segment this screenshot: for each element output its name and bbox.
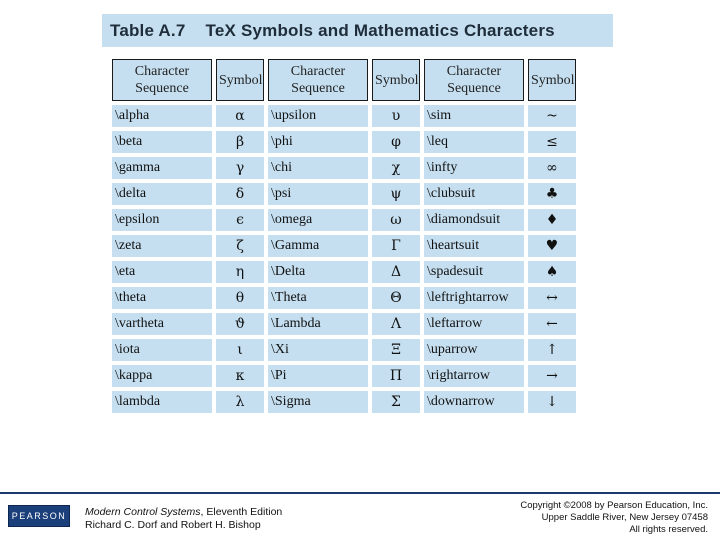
character-sequence-cell: \upsilon [268, 105, 368, 127]
symbol-cell: ϑ [216, 313, 264, 335]
symbol-cell: ϵ [216, 209, 264, 231]
character-sequence-cell: \leftarrow [424, 313, 524, 335]
table-row [112, 183, 576, 205]
symbol-cell: ζ [216, 235, 264, 257]
character-sequence-cell: \lambda [112, 391, 212, 413]
character-sequence-cell: \epsilon [112, 209, 212, 231]
character-sequence-cell: \delta [112, 183, 212, 205]
book-citation [85, 506, 282, 532]
table-row [112, 131, 576, 153]
header-symbol: Symbol [216, 59, 264, 101]
character-sequence-cell: \chi [268, 157, 368, 179]
header-symbol: Symbol [528, 59, 576, 101]
character-sequence-cell: \rightarrow [424, 365, 524, 387]
copyright-notice [520, 500, 708, 536]
symbol-cell: λ [216, 391, 264, 413]
symbol-cell: Γ [372, 235, 420, 257]
book-authors: Richard C. Dorf and Robert H. Bishop [85, 519, 261, 531]
table-row [112, 261, 576, 283]
character-sequence-cell: \diamondsuit [424, 209, 524, 231]
book-edition: , Eleventh Edition [200, 506, 283, 518]
book-title: Modern Control Systems [85, 506, 201, 518]
character-sequence-cell: \Sigma [268, 391, 368, 413]
character-sequence-cell: \zeta [112, 235, 212, 257]
footer-divider [0, 492, 720, 494]
header-character-sequence: Character Sequence [112, 59, 212, 101]
header-character-sequence: Character Sequence [268, 59, 368, 101]
symbol-cell: γ [216, 157, 264, 179]
symbol-cell: ∞ [528, 157, 576, 179]
symbol-cell: ≤ [528, 131, 576, 153]
character-sequence-cell: \iota [112, 339, 212, 361]
table-row [112, 339, 576, 361]
table-row [112, 157, 576, 179]
character-sequence-cell: \vartheta [112, 313, 212, 335]
character-sequence-cell: \uparrow [424, 339, 524, 361]
symbol-cell: ψ [372, 183, 420, 205]
pearson-logo [8, 505, 70, 527]
symbol-cell: χ [372, 157, 420, 179]
character-sequence-cell: \leftrightarrow [424, 287, 524, 309]
symbol-cell: δ [216, 183, 264, 205]
symbol-cell: ← [528, 313, 576, 335]
symbol-cell: ↑ [528, 339, 576, 361]
table-row [112, 235, 576, 257]
symbol-cell: φ [372, 131, 420, 153]
symbol-cell: η [216, 261, 264, 283]
pearson-logo-text: PEARSON [11, 511, 67, 521]
symbol-cell: Π [372, 365, 420, 387]
character-sequence-cell: \eta [112, 261, 212, 283]
symbol-cell: ↓ [528, 391, 576, 413]
character-sequence-cell: \Xi [268, 339, 368, 361]
symbol-cell: Θ [372, 287, 420, 309]
header-character-sequence: Character Sequence [424, 59, 524, 101]
symbol-cell: Σ [372, 391, 420, 413]
table-row [112, 391, 576, 413]
symbol-cell: ♠ [528, 261, 576, 283]
table-row [112, 313, 576, 335]
symbol-cell: → [528, 365, 576, 387]
symbol-cell: β [216, 131, 264, 153]
symbol-cell: ~ [528, 105, 576, 127]
symbol-cell: κ [216, 365, 264, 387]
character-sequence-cell: \psi [268, 183, 368, 205]
symbol-cell: α [216, 105, 264, 127]
table-row [112, 105, 576, 127]
character-sequence-cell: \Lambda [268, 313, 368, 335]
character-sequence-cell: \Theta [268, 287, 368, 309]
character-sequence-cell: \phi [268, 131, 368, 153]
character-sequence-cell: \Delta [268, 261, 368, 283]
table-body [112, 105, 576, 413]
table-row [112, 287, 576, 309]
tex-symbols-table [108, 55, 580, 417]
character-sequence-cell: \heartsuit [424, 235, 524, 257]
symbol-cell: υ [372, 105, 420, 127]
symbol-cell: ↔ [528, 287, 576, 309]
symbol-cell: ♦ [528, 209, 576, 231]
character-sequence-cell: \downarrow [424, 391, 524, 413]
character-sequence-cell: \infty [424, 157, 524, 179]
character-sequence-cell: \clubsuit [424, 183, 524, 205]
rights-line: All rights reserved. [629, 524, 708, 535]
character-sequence-cell: \alpha [112, 105, 212, 127]
symbol-cell: ♣ [528, 183, 576, 205]
table-row [112, 365, 576, 387]
symbol-cell: ω [372, 209, 420, 231]
publisher-address: Upper Saddle River, New Jersey 07458 [541, 512, 708, 523]
table-title: TeX Symbols and Mathematics Characters [205, 20, 555, 40]
character-sequence-cell: \spadesuit [424, 261, 524, 283]
copyright-line: Copyright ©2008 by Pearson Education, Inc. [520, 500, 708, 511]
header-symbol: Symbol [372, 59, 420, 101]
character-sequence-cell: \leq [424, 131, 524, 153]
table-row [112, 209, 576, 231]
symbol-cell: Λ [372, 313, 420, 335]
character-sequence-cell: \beta [112, 131, 212, 153]
character-sequence-cell: \gamma [112, 157, 212, 179]
character-sequence-cell: \sim [424, 105, 524, 127]
character-sequence-cell: \kappa [112, 365, 212, 387]
symbol-cell: Δ [372, 261, 420, 283]
character-sequence-cell: \omega [268, 209, 368, 231]
symbol-cell: Ξ [372, 339, 420, 361]
table-header-row [112, 59, 576, 101]
character-sequence-cell: \Gamma [268, 235, 368, 257]
symbol-cell: ♥ [528, 235, 576, 257]
character-sequence-cell: \theta [112, 287, 212, 309]
table-number: Table A.7 [110, 20, 186, 40]
character-sequence-cell: \Pi [268, 365, 368, 387]
symbol-cell: θ [216, 287, 264, 309]
symbol-cell: ι [216, 339, 264, 361]
table-title-bar [102, 14, 613, 47]
